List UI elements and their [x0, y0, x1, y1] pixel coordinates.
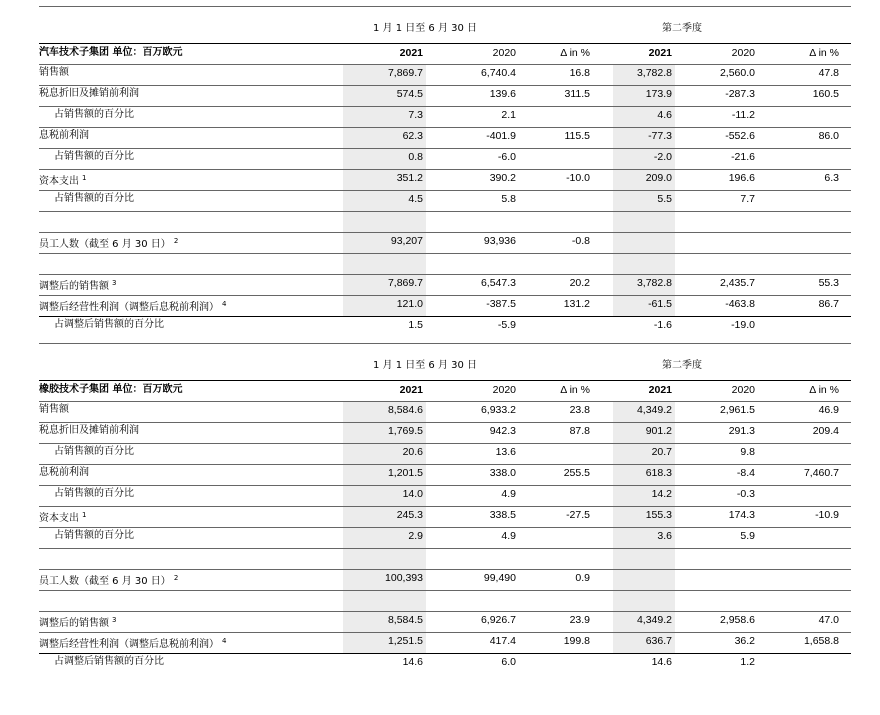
row-label-text: 税息折旧及摊销前利润: [39, 425, 139, 436]
row-rule: [39, 611, 851, 612]
row-label: [54, 318, 164, 332]
row-rule: [39, 106, 851, 107]
column-header: 2021: [648, 47, 672, 59]
row-label: [54, 487, 134, 501]
table-cell: 13.6: [495, 446, 516, 458]
table-cell: 14.0: [402, 488, 423, 500]
row-rule: [39, 274, 851, 275]
table-cell: 16.8: [569, 67, 590, 79]
row-label: [39, 234, 178, 252]
table-cell: 4,349.2: [636, 614, 672, 626]
row-label: [54, 529, 134, 543]
table-cell: -6.0: [497, 151, 516, 163]
table-cell: 62.3: [402, 130, 423, 142]
table-cell: 6,933.2: [480, 404, 516, 416]
row-rule: [39, 232, 851, 233]
table-cell: 4.9: [501, 530, 516, 542]
row-label-text: 占调整后销售额的百分比: [54, 656, 164, 667]
table-cell: 2.1: [501, 109, 516, 121]
row-rule: [39, 85, 851, 86]
table-cell: 1,769.5: [387, 425, 423, 437]
table-cell: 2,958.6: [719, 614, 755, 626]
table-cell: 20.6: [402, 446, 423, 458]
table-cell: 160.5: [812, 88, 839, 100]
table-cell: 23.8: [569, 404, 590, 416]
table-cell: 4,349.2: [636, 404, 672, 416]
table-cell: 36.2: [734, 635, 755, 647]
table-cell: 7,869.7: [387, 277, 423, 289]
table-cell: 7,869.7: [387, 67, 423, 79]
row-label: [39, 466, 89, 480]
row-label-text: 员工人数（截至 6 月 30 日）: [39, 239, 171, 250]
row-rule: [39, 422, 851, 423]
table-cell: 5.8: [501, 193, 516, 205]
row-rule: [39, 464, 851, 465]
row-rule: [39, 569, 851, 570]
footnote-marker: 4: [222, 637, 227, 645]
table-cell: 121.0: [396, 298, 423, 310]
table-cell: 338.5: [489, 509, 516, 521]
column-header: Δ in %: [560, 47, 590, 59]
row-label: [39, 508, 86, 526]
table-cell: -77.3: [648, 130, 672, 142]
table-cell: 100,393: [385, 572, 423, 584]
table-cell: 174.3: [728, 509, 755, 521]
footnote-marker: 1: [82, 174, 87, 182]
table-cell: 417.4: [489, 635, 516, 647]
row-label: [39, 129, 89, 143]
column-header: Δ in %: [809, 384, 839, 396]
table-cell: 245.3: [396, 509, 423, 521]
table-cell: 173.9: [645, 88, 672, 100]
row-label-text: 调整后的销售额: [39, 618, 109, 629]
table-cell: 5.5: [657, 193, 672, 205]
period-label: 1 月 1 日至 6 月 30 日: [372, 360, 478, 371]
table-cell: 4.5: [408, 193, 423, 205]
row-rule: [39, 190, 851, 191]
row-label-text: 调整后的销售额: [39, 281, 109, 292]
table-cell: -0.8: [571, 235, 590, 247]
table-cell: 87.8: [569, 425, 590, 437]
column-header: 2020: [492, 47, 516, 59]
row-rule: [39, 169, 851, 170]
column-header: 2021: [399, 384, 423, 396]
table-cell: -61.5: [648, 298, 672, 310]
table-cell: -19.0: [731, 319, 755, 331]
row-label-text: 销售额: [39, 404, 69, 415]
table-cell: 7.3: [408, 109, 423, 121]
row-label-text: 占调整后销售额的百分比: [54, 319, 164, 330]
table-cell: -463.8: [725, 298, 755, 310]
table-cell: 0.9: [575, 572, 590, 584]
table-cell: 86.0: [818, 130, 839, 142]
row-label: [39, 634, 226, 652]
table-cell: 1.2: [740, 656, 755, 668]
table-cell: -21.6: [731, 151, 755, 163]
table-cell: -401.9: [486, 130, 516, 142]
column-header: 2020: [731, 47, 755, 59]
table-cell: 47.0: [818, 614, 839, 626]
row-label: [39, 613, 116, 631]
table-cell: 6.3: [824, 172, 839, 184]
period-label: 第二季度: [662, 23, 702, 34]
row-label: [39, 571, 178, 589]
table-cell: 338.0: [489, 467, 516, 479]
row-label: [39, 87, 139, 101]
table-cell: -5.9: [497, 319, 516, 331]
row-rule: [39, 401, 851, 402]
table-bottom-rule: [39, 316, 851, 317]
row-label-text: 资本支出: [39, 513, 79, 524]
table-cell: -1.6: [653, 319, 672, 331]
table-cell: 7,460.7: [803, 467, 839, 479]
table-cell: 1,201.5: [387, 467, 423, 479]
table-bottom-rule: [39, 653, 851, 654]
row-rule: [39, 632, 851, 633]
table-cell: 3,782.8: [636, 277, 672, 289]
row-label: [54, 192, 134, 206]
table-cell: 47.8: [818, 67, 839, 79]
table-cell: 86.7: [818, 298, 839, 310]
table-cell: 20.2: [569, 277, 590, 289]
table-cell: 1,251.5: [387, 635, 423, 647]
column-header: 2020: [731, 384, 755, 396]
table-cell: 1.5: [408, 319, 423, 331]
table-cell: -10.0: [566, 172, 590, 184]
table-cell: 390.2: [489, 172, 516, 184]
row-rule: [39, 127, 851, 128]
table-cell: 93,207: [390, 235, 423, 247]
row-label-text: 占销售额的百分比: [54, 488, 134, 499]
table-cell: 155.3: [645, 509, 672, 521]
row-label-text: 调整后经营性利润（调整后息税前利润）: [39, 302, 219, 313]
table-cell: 14.6: [402, 656, 423, 668]
row-label: [39, 424, 139, 438]
table-cell: 14.2: [651, 488, 672, 500]
row-label-text: 占销售额的百分比: [54, 151, 134, 162]
row-label: [39, 403, 69, 417]
table-cell: 291.3: [728, 425, 755, 437]
table-cell: 5.9: [740, 530, 755, 542]
table-cell: 2.9: [408, 530, 423, 542]
table-cell: 6,547.3: [480, 277, 516, 289]
row-rule: [39, 506, 851, 507]
row-rule: [39, 211, 851, 212]
row-label-text: 资本支出: [39, 176, 79, 187]
table-cell: 942.3: [489, 425, 516, 437]
table-cell: 618.3: [645, 467, 672, 479]
row-rule: [39, 590, 851, 591]
table-cell: -27.5: [566, 509, 590, 521]
row-rule: [39, 527, 851, 528]
table-cell: 1,658.8: [803, 635, 839, 647]
table-cell: 2,560.0: [719, 67, 755, 79]
table-cell: 2,961.5: [719, 404, 755, 416]
table-cell: 0.8: [408, 151, 423, 163]
table-cell: 6.0: [501, 656, 516, 668]
table-cell: 8,584.5: [387, 614, 423, 626]
table-cell: -387.5: [486, 298, 516, 310]
table-cell: 199.8: [563, 635, 590, 647]
column-header: 2021: [399, 47, 423, 59]
column-header: Δ in %: [809, 47, 839, 59]
period-label: 1 月 1 日至 6 月 30 日: [372, 23, 478, 34]
table-header-title: 汽车技术子集团 单位：百万欧元: [39, 47, 183, 58]
table-cell: -8.4: [736, 467, 755, 479]
row-label: [39, 66, 69, 80]
table-cell: -552.6: [725, 130, 755, 142]
footnote-marker: 1: [82, 511, 87, 519]
table-cell: 209.4: [812, 425, 839, 437]
table-cell: 2,435.7: [719, 277, 755, 289]
table-cell: 9.8: [740, 446, 755, 458]
table-cell: -0.3: [736, 488, 755, 500]
table-cell: 6,740.4: [480, 67, 516, 79]
row-label-text: 息税前利润: [39, 130, 89, 141]
row-rule: [39, 443, 851, 444]
table-cell: -11.2: [731, 109, 755, 121]
table-cell: 99,490: [483, 572, 516, 584]
row-label-text: 占销售额的百分比: [54, 193, 134, 204]
table-cell: 574.5: [396, 88, 423, 100]
row-label-text: 销售额: [39, 67, 69, 78]
column-header: 2020: [492, 384, 516, 396]
period-label: 第二季度: [662, 360, 702, 371]
row-label: [54, 108, 134, 122]
row-rule: [39, 253, 851, 254]
table-cell: 14.6: [651, 656, 672, 668]
table-cell: 4.9: [501, 488, 516, 500]
row-label: [54, 150, 134, 164]
table-cell: 8,584.6: [387, 404, 423, 416]
table-top-rule: [39, 6, 851, 7]
footnote-marker: 4: [222, 300, 227, 308]
header-top-rule: [39, 43, 851, 44]
footnote-marker: 2: [173, 237, 179, 245]
table-cell: 209.0: [645, 172, 672, 184]
table-cell: 3.6: [657, 530, 672, 542]
footnote-marker: 2: [173, 574, 179, 582]
header-top-rule: [39, 380, 851, 381]
row-rule: [39, 148, 851, 149]
table-cell: -287.3: [725, 88, 755, 100]
row-label: [39, 297, 226, 315]
table-cell: 7.7: [740, 193, 755, 205]
table-cell: -10.9: [815, 509, 839, 521]
table-cell: 4.6: [657, 109, 672, 121]
table-cell: 3,782.8: [636, 67, 672, 79]
row-label-text: 员工人数（截至 6 月 30 日）: [39, 576, 171, 587]
table-top-rule: [39, 343, 851, 344]
table-cell: -2.0: [653, 151, 672, 163]
table-cell: 93,936: [483, 235, 516, 247]
row-label: [54, 655, 164, 669]
table-cell: 311.5: [564, 88, 590, 100]
table-cell: 55.3: [818, 277, 839, 289]
row-label-text: 占销售额的百分比: [54, 109, 134, 120]
row-label-text: 占销售额的百分比: [54, 530, 134, 541]
row-label: [39, 171, 86, 189]
footnote-marker: 3: [112, 279, 117, 287]
row-rule: [39, 64, 851, 65]
column-header: 2021: [648, 384, 672, 396]
table-header-title: 橡胶技术子集团 单位：百万欧元: [39, 384, 183, 395]
table-cell: 6,926.7: [480, 614, 516, 626]
row-rule: [39, 485, 851, 486]
footnote-marker: 3: [112, 616, 117, 624]
table-cell: 636.7: [645, 635, 672, 647]
row-label-text: 税息折旧及摊销前利润: [39, 88, 139, 99]
row-rule: [39, 548, 851, 549]
row-label-text: 占销售额的百分比: [54, 446, 134, 457]
table-cell: 115.5: [564, 130, 590, 142]
table-cell: 351.2: [396, 172, 423, 184]
column-header: Δ in %: [560, 384, 590, 396]
row-label: [54, 445, 134, 459]
table-cell: 23.9: [569, 614, 590, 626]
row-label-text: 息税前利润: [39, 467, 89, 478]
table-cell: 131.2: [563, 298, 590, 310]
table-cell: 20.7: [651, 446, 672, 458]
row-rule: [39, 295, 851, 296]
table-cell: 139.6: [489, 88, 516, 100]
table-cell: 901.2: [645, 425, 672, 437]
row-label: [39, 276, 116, 294]
table-cell: 255.5: [563, 467, 590, 479]
table-cell: 46.9: [818, 404, 839, 416]
row-label-text: 调整后经营性利润（调整后息税前利润）: [39, 639, 219, 650]
table-cell: 196.6: [728, 172, 755, 184]
